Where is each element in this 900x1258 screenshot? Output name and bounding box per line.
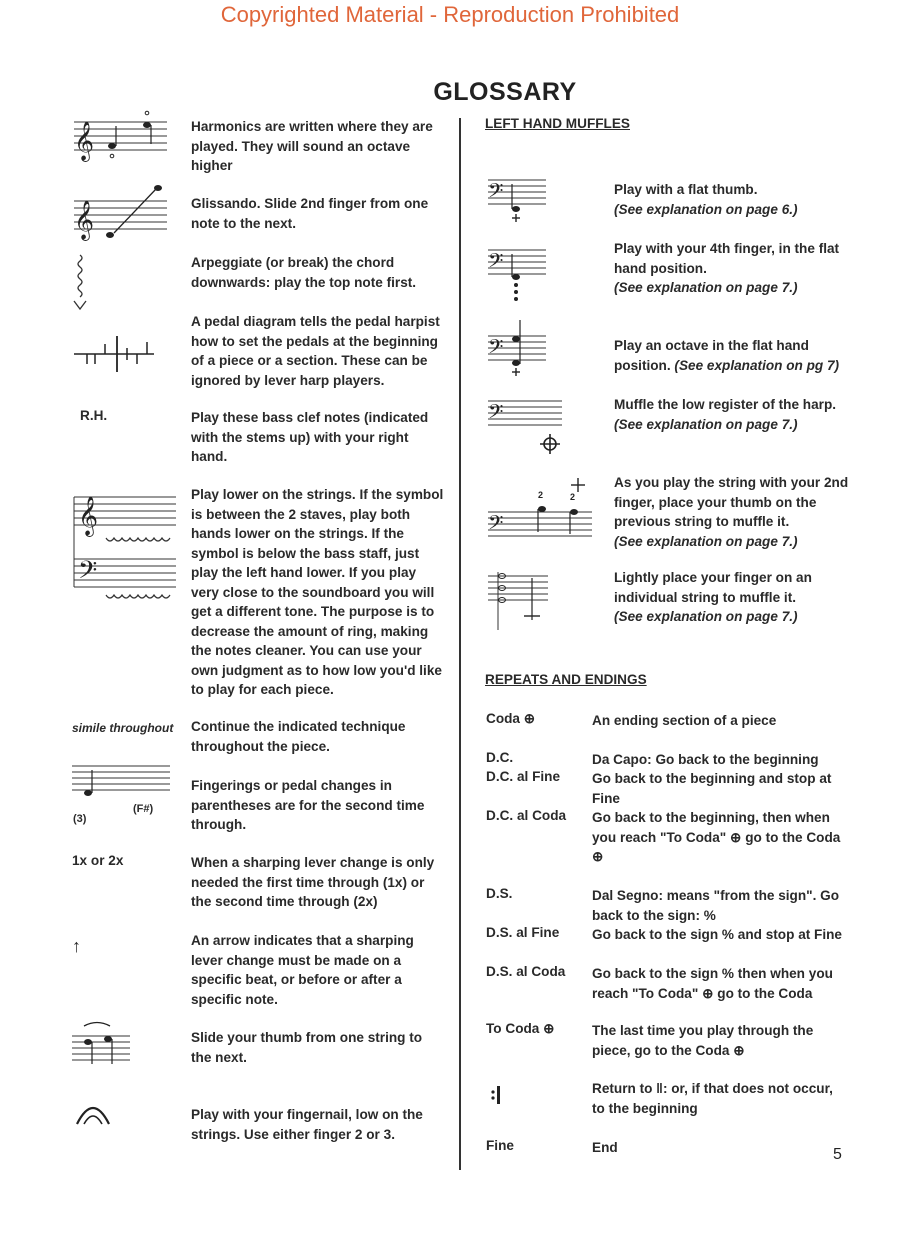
column-divider	[459, 118, 461, 1170]
dc-al-coda-text: Go back to the beginning, then when you reach "To Coda" ⊕ go to the Coda ⊕	[592, 810, 841, 864]
muffle-flat-thumb-text: Play with a flat thumb. (See explanation on page 6.)	[614, 182, 798, 217]
svg-text:𝄢: 𝄢	[488, 335, 504, 363]
fingernail-text: Play with your fingernail, low on the strings. Use either finger 2 or 3.	[191, 1107, 423, 1142]
svg-text:𝄢: 𝄢	[488, 179, 504, 207]
repeat-sign-icon	[490, 1084, 504, 1106]
to-coda-label: To Coda ⊕	[486, 1021, 555, 1036]
left-hand-muffles-heading: LEFT HAND MUFFLES	[485, 116, 630, 131]
lever-arrow-icon: ↑	[72, 936, 81, 956]
thumb-slide-figure	[70, 1020, 132, 1070]
coda-symbol-icon: ⊕	[592, 849, 604, 864]
pedal-diagram-text: A pedal diagram tells the pedal harpist how to set the pedals at the beginning of a piece or a section. These can be ignored by lever harp players.	[191, 314, 440, 388]
pedal-diagram-figure	[72, 330, 157, 375]
svg-text:𝄢: 𝄢	[488, 400, 504, 428]
fine-label: Fine	[486, 1138, 514, 1153]
dc-al-coda-label: D.C. al Coda	[486, 808, 567, 823]
coda-symbol-icon: ⊕	[543, 1021, 555, 1036]
octave-muffle-figure	[486, 318, 548, 380]
arpeggiate-text: Arpeggiate (or break) the chord downwards: play the top note first.	[191, 255, 417, 290]
fingering-number-label: (3)	[73, 813, 87, 825]
thumb-slide-text: Slide your thumb from one string to the next.	[191, 1030, 423, 1065]
arrow-text: An arrow indicates that a sharping lever change must be made on a specific beat, or before or after a specific note.	[191, 933, 414, 1007]
fourth-finger-muffle-figure	[486, 242, 548, 304]
low-register-muffle-figure	[486, 393, 566, 457]
muffle-low-register-text: Muffle the low register of the harp. (See explanation on page 7.)	[614, 397, 837, 432]
x-label: 1x or 2x	[72, 853, 124, 868]
x-text: When a sharping lever change is only needed the first time through (1x) or the second time through (2x)	[191, 855, 435, 909]
coda-symbol-icon: ⊕	[730, 829, 742, 845]
ds-al-coda-label: D.S. al Coda	[486, 964, 566, 979]
dc-label: D.C.	[486, 750, 514, 765]
glissando-text: Glissando. Slide 2nd finger from one note to the next.	[191, 196, 429, 231]
play-lower-staves-figure	[72, 483, 180, 608]
svg-text:𝄞: 𝄞	[78, 496, 99, 536]
svg-text:𝄞: 𝄞	[74, 121, 95, 161]
page-number: 5	[833, 1146, 842, 1163]
fingernail-symbol-icon	[74, 1098, 112, 1128]
muffle-octave-text: Play an octave in the flat hand position. (See explanation on pg 7)	[614, 338, 840, 373]
coda-symbol-icon: ⊕	[523, 711, 536, 726]
ds-text: Dal Segno: means "from the sign". Go back to the sign: %	[592, 888, 840, 923]
to-coda-text: The last time you play through the piece, go to the Coda ⊕	[592, 1023, 814, 1058]
simile-label: simile throughout	[72, 721, 174, 735]
coda-symbol-icon: ⊕	[702, 985, 714, 1001]
return-text: Return to ‖: or, if that does not occur, to the beginning	[592, 1081, 833, 1116]
copyright-watermark: Copyrighted Material - Reproduction Prohibited	[220, 2, 680, 27]
fingerings-staff-figure	[70, 762, 172, 804]
glissando-notation-figure	[72, 183, 172, 243]
rh-label: R.H.	[80, 408, 108, 423]
svg-text:𝄢: 𝄢	[488, 249, 504, 277]
coda-symbol-icon: ⊕	[733, 1042, 745, 1058]
dc-text: Da Capo: Go back to the beginning	[592, 752, 819, 767]
ds-al-coda-text: Go back to the sign % then when you reach "To Coda" ⊕ go to the Coda	[592, 966, 833, 1001]
pedal-change-label: (F#)	[133, 803, 154, 815]
svg-text:𝄢: 𝄢	[488, 511, 504, 539]
lower-strings-text: Play lower on the strings. If the symbol is between the 2 staves, play both hands lower on the strings. If the symbol is below the bass staff, just play the left hand lower. If you play very close to the soundboard you will get a different tone. The purpose is to decrease the amount of ring, making the notes cleaner. You can use your own judgment as to how low you'd like to play for each piece.	[191, 487, 444, 697]
finger-number-label: 2	[570, 492, 576, 502]
fingerings-text: Fingerings or pedal changes in parentheses are for the second time through.	[191, 778, 425, 832]
ds-al-fine-text: Go back to the sign % and stop at Fine	[592, 927, 842, 942]
fine-text: End	[592, 1140, 618, 1155]
finger-number-label: 2	[538, 490, 544, 500]
flat-thumb-muffle-figure	[486, 172, 548, 224]
harmonics-text: Harmonics are written where they are played. They will sound an octave higher	[191, 119, 433, 173]
muffle-individual-string-text: Lightly place your finger on an individual string to muffle it. (See explanation on page 7.)	[614, 570, 812, 624]
svg-text:𝄢: 𝄢	[78, 556, 98, 591]
coda-label: Coda ⊕	[486, 711, 536, 726]
repeats-endings-heading: REPEATS AND ENDINGS	[485, 672, 647, 687]
individual-string-muffle-figure	[486, 568, 552, 633]
svg-text:𝄞: 𝄞	[74, 200, 95, 240]
dc-al-fine-text: Go back to the beginning and stop at Fine	[592, 771, 832, 806]
ds-al-fine-label: D.S. al Fine	[486, 925, 560, 940]
page-title: GLOSSARY	[433, 78, 577, 106]
coda-text: An ending section of a piece	[592, 713, 777, 728]
muffle-thumb-previous-text: As you play the string with your 2nd finger, place your thumb on the previous string to muffle it. (See explanation on page 7.)	[614, 475, 849, 549]
dc-al-fine-label: D.C. al Fine	[486, 769, 561, 784]
thumb-muffle-previous-string-figure	[486, 474, 596, 549]
arpeggio-wavy-line-icon	[70, 253, 90, 311]
harmonics-notation-figure	[72, 108, 172, 163]
simile-text: Continue the indicated technique throughout the piece.	[191, 719, 406, 754]
muffle-fourth-finger-text: Play with your 4th finger, in the flat hand position. (See explanation on page 7.)	[614, 241, 840, 295]
rh-text: Play these bass clef notes (indicated with the stems up) with your right hand.	[191, 410, 429, 464]
ds-label: D.S.	[486, 886, 513, 901]
